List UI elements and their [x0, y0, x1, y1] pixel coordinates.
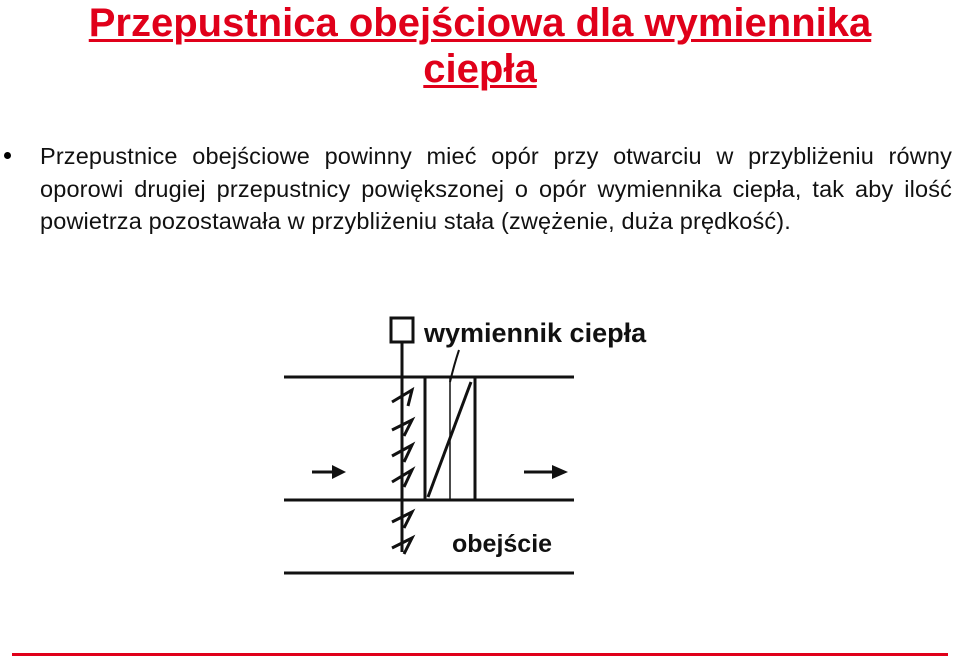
flow-arrow-out	[524, 465, 568, 479]
flow-arrow-in	[312, 465, 346, 479]
bullet-dot-icon	[4, 152, 11, 159]
title-line-2: ciepła	[423, 47, 537, 91]
actuator-box	[391, 318, 413, 342]
bypass-damper-diagram	[254, 290, 694, 590]
title-line-1: Przepustnica obejściowa dla wymiennika	[88, 1, 872, 45]
label-heat-exchanger: wymiennik ciepła	[424, 318, 647, 348]
bullet-text: Przepustnice obejściowe powinny mieć opór przy otwarciu w przybliżeniu równy oporowi drugiej przepustnicy powiększonej o opór wymiennika ciepła, tak aby ilość powietrza pozostawała w przybliżeniu stała (zwężenie, duża prędkość).	[40, 143, 952, 234]
diagram-svg	[254, 290, 694, 590]
footer-line	[12, 653, 948, 656]
label-bypass: obejście	[452, 530, 553, 558]
slide-title	[20, 0, 940, 92]
